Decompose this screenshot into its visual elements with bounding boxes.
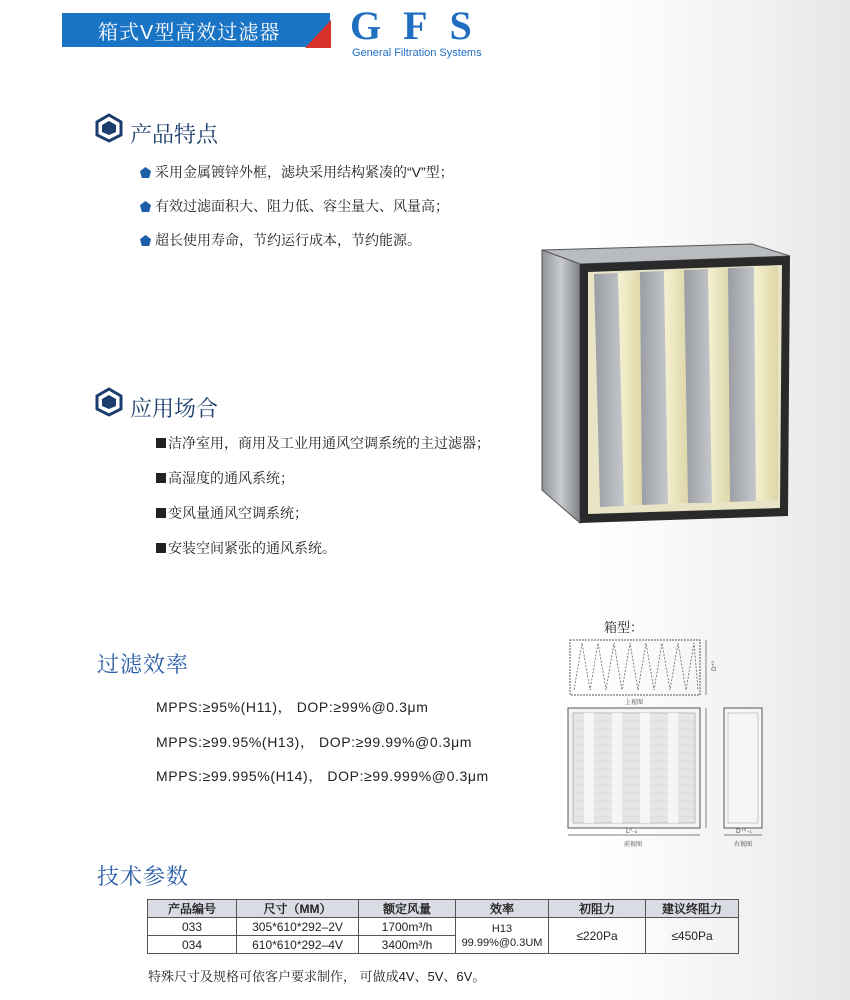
column-header: 效率 [456, 900, 549, 918]
column-header: 额定风量 [359, 900, 456, 918]
efficiency-cell: H13 99.99%@0.3UM [456, 918, 549, 954]
side-view-caption: 右视图 [734, 841, 753, 848]
size-cell: 610*610*292–4V [237, 936, 359, 954]
airflow-cell: 3400m³/h [359, 936, 456, 954]
diagram-title: 箱型： [604, 620, 644, 635]
pleat-group [594, 266, 778, 507]
size-cell: 305*610*292–2V [237, 918, 359, 936]
efficiency-line: MPPS:≥99.95%(H13)， DOP:≥99.99%@0.3μm [156, 734, 473, 750]
page-title: 箱式V型高效过滤器 [98, 22, 281, 44]
top-view-caption: 上视图 [625, 699, 644, 706]
dimension-label-d1: D⁺¹ [711, 660, 718, 671]
efficiency-heading: 过滤效率 [97, 652, 190, 677]
table-header-row [148, 900, 739, 918]
table-row [148, 918, 739, 936]
efficiency-line: MPPS:≥99.995%(H14)， DOP:≥99.999%@0.3μm [156, 768, 489, 784]
initial-resistance-cell: ≤220Pa [549, 918, 646, 954]
front-view-caption: 前视图 [624, 841, 643, 848]
column-header: 初阻力 [549, 900, 646, 918]
square-bullet-icon [156, 473, 166, 483]
pentagon-bullet-icon [140, 235, 151, 246]
specs-table [147, 899, 739, 954]
list-item: 变风量通风空调系统； [156, 503, 308, 523]
filter-product-image [532, 238, 792, 526]
airflow-cell: 1700m³/h [359, 918, 456, 936]
list-item: 洁净室用，商用及工业用通风空调系统的主过滤器； [156, 433, 490, 453]
applications-heading: 应用场合 [130, 396, 219, 421]
logo-subtitle: General Filtration Systems [352, 47, 482, 59]
list-item: 安装空间紧张的通风系统。 [156, 538, 336, 558]
column-header: 尺寸（MM） [237, 900, 359, 918]
hexagon-icon [94, 387, 124, 417]
column-header: 建议终阻力 [646, 900, 739, 918]
square-bullet-icon [156, 508, 166, 518]
gfs-logo: GFS [350, 3, 494, 48]
product-code-cell: 033 [148, 918, 237, 936]
banner-accent-triangle [305, 20, 331, 48]
list-item: 有效过滤面积大、阻力低、容尘量大、风量高； [140, 196, 449, 216]
specs-heading: 技术参数 [97, 864, 190, 889]
product-code-cell: 034 [148, 936, 237, 954]
custom-size-note: 特殊尺寸及规格可依客户要求制作， 可做成4V、5V、6V。 [148, 969, 486, 984]
square-bullet-icon [156, 543, 166, 553]
pentagon-bullet-icon [140, 167, 151, 178]
dimension-label-d: D⁺¹₋₁ [736, 828, 752, 835]
list-item: 超长使用寿命，节约运行成本，节约能源。 [140, 230, 421, 250]
list-item: 高湿度的通风系统； [156, 468, 294, 488]
list-item: 采用金属镀锌外框，滤块采用结构紧凑的“V”型； [140, 162, 454, 182]
hexagon-icon [94, 113, 124, 143]
pentagon-bullet-icon [140, 201, 151, 212]
final-resistance-cell: ≤450Pa [646, 918, 739, 954]
square-bullet-icon [156, 438, 166, 448]
dimension-label-l: L⁰₋₂ [626, 828, 638, 835]
efficiency-line: MPPS:≥95%(H11)， DOP:≥99%@0.3μm [156, 699, 429, 715]
column-header: 产品编号 [148, 900, 237, 918]
box-type-drawing [560, 635, 770, 851]
features-heading: 产品特点 [130, 122, 219, 147]
